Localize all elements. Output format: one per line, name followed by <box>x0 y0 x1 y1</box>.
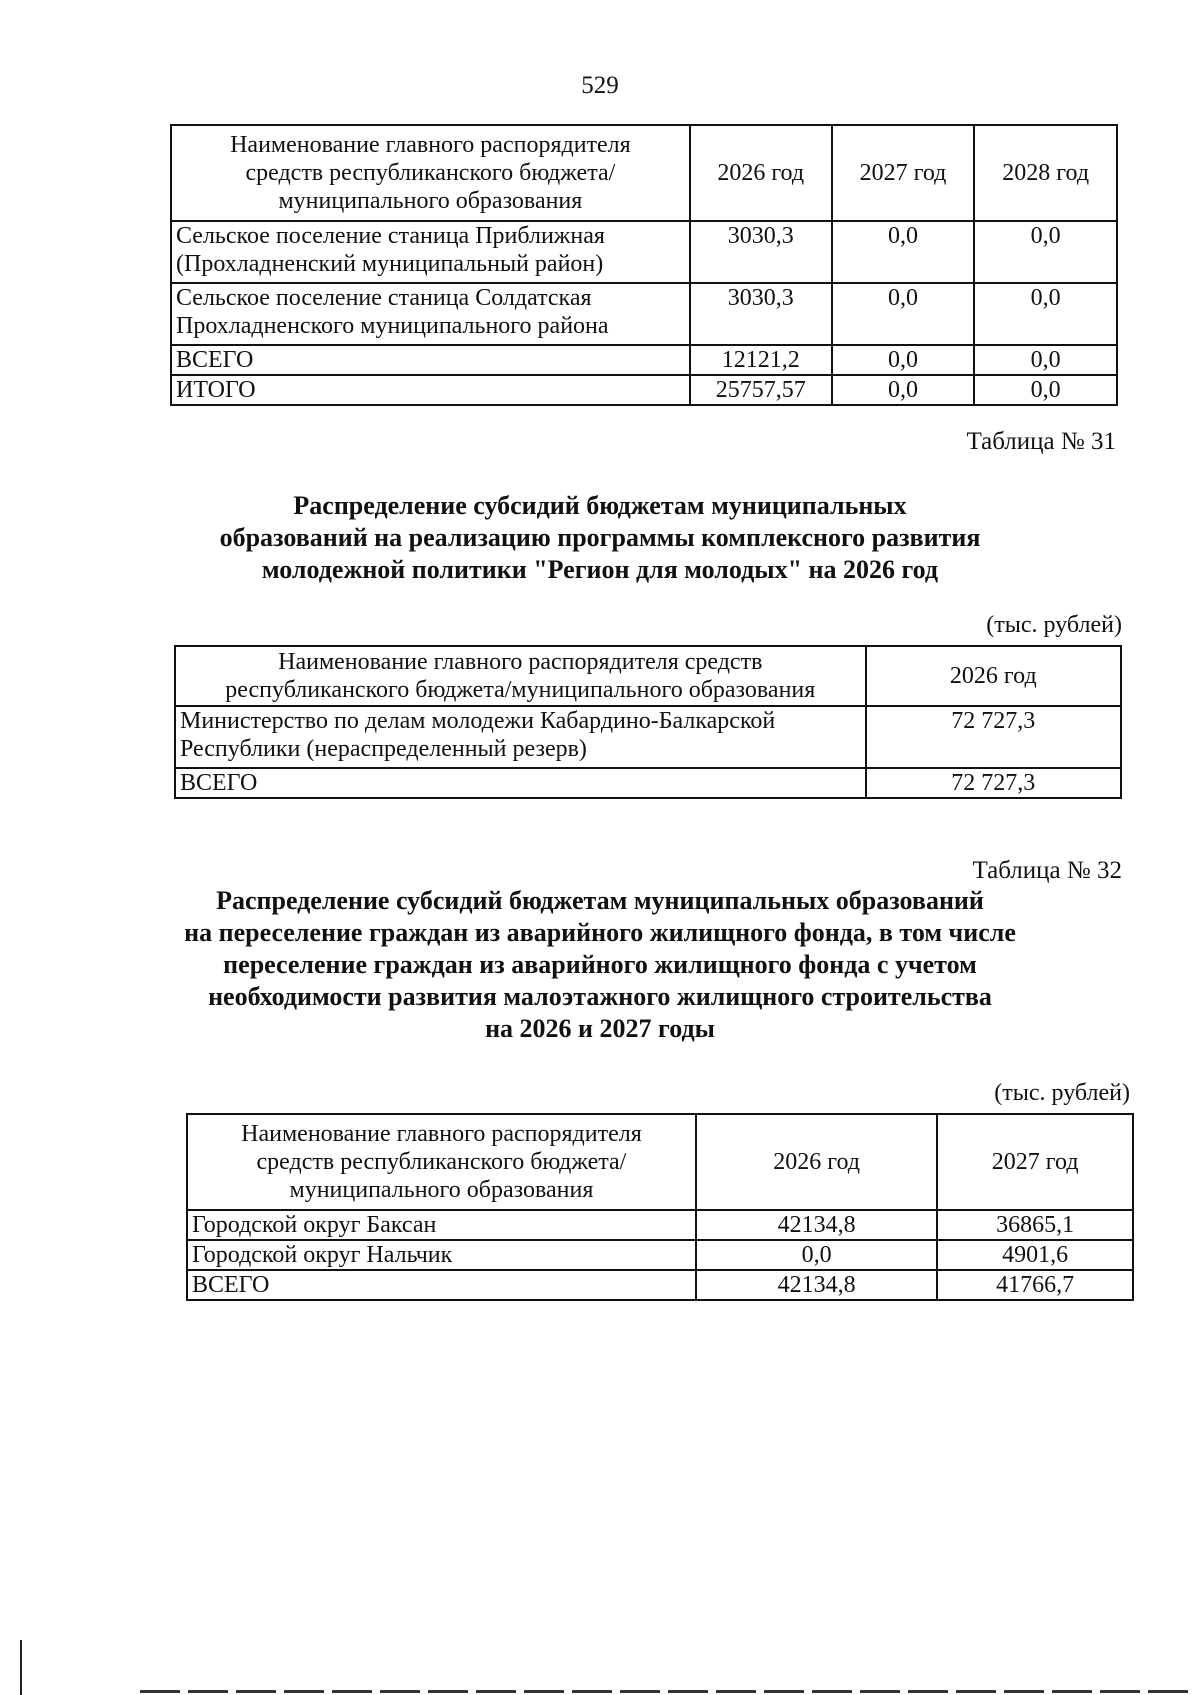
heading-line: образований на реализацию программы комплексного развития <box>219 523 981 552</box>
header-year-2026: 2026 год <box>866 646 1121 706</box>
table-row-total <box>187 1270 1133 1300</box>
table-31-heading <box>0 490 1200 586</box>
heading-line: необходимости развития малоэтажного жилищного строительства <box>208 982 992 1011</box>
header-name-cell <box>187 1114 696 1210</box>
value-2026: 3030,3 <box>690 221 832 283</box>
header-name-cell <box>171 125 690 221</box>
table-31-units: (тыс. рублей) <box>986 612 1122 638</box>
header-name-line: муниципального образования <box>278 188 583 214</box>
value-2026: 3030,3 <box>690 283 832 345</box>
header-year-2028: 2028 год <box>974 125 1117 221</box>
heading-line: молодежной политики "Регион для молодых" на 2026 год <box>261 555 939 584</box>
row-name-cell: ВСЕГО <box>171 345 690 375</box>
header-name-line: средств республиканского бюджета/ <box>245 160 616 186</box>
value-2027: 0,0 <box>832 375 975 405</box>
scan-bottom-mark <box>140 1690 1190 1693</box>
table-row-total <box>171 345 1117 375</box>
table-31-label: Таблица № 31 <box>966 428 1116 455</box>
table-32-header <box>187 1114 1133 1210</box>
row-name-line: Прохладненского муниципального района <box>176 313 609 339</box>
value-2027: 0,0 <box>832 283 975 345</box>
table-32 <box>186 1113 1134 1301</box>
row-name-cell <box>171 283 690 345</box>
table-row-grand-total <box>171 375 1117 405</box>
row-name-cell <box>171 221 690 283</box>
scan-edge-mark <box>20 1640 22 1695</box>
heading-line: Распределение субсидий бюджетам муниципальных <box>293 491 907 520</box>
header-name-line: муниципального образования <box>289 1177 594 1203</box>
value-2028: 0,0 <box>974 221 1117 283</box>
table-31 <box>174 645 1122 799</box>
table-row <box>187 1210 1133 1240</box>
header-year-2027: 2027 год <box>832 125 975 221</box>
value-2028: 0,0 <box>974 283 1117 345</box>
value-2026: 12121,2 <box>690 345 832 375</box>
row-name-cell: Городской округ Нальчик <box>187 1240 696 1270</box>
value-2026: 42134,8 <box>696 1210 937 1240</box>
header-year-2027: 2027 год <box>937 1114 1133 1210</box>
value-2027: 41766,7 <box>937 1270 1133 1300</box>
value-2028: 0,0 <box>974 375 1117 405</box>
header-name-line: Наименование главного распорядителя <box>230 132 631 158</box>
header-name-line: средств республиканского бюджета/ <box>256 1149 627 1175</box>
header-year-2026: 2026 год <box>690 125 832 221</box>
header-name-line: Наименование главного распорядителя средств <box>278 649 763 675</box>
header-year-2026: 2026 год <box>696 1114 937 1210</box>
table-row <box>175 706 1121 768</box>
row-name-line: Министерство по делам молодежи Кабардино-Балкарской <box>180 708 776 734</box>
heading-line: на 2026 и 2027 годы <box>485 1014 715 1043</box>
header-name-line: Наименование главного распорядителя <box>241 1121 642 1147</box>
table-row-total <box>175 768 1121 798</box>
value-2026: 0,0 <box>696 1240 937 1270</box>
heading-line: переселение граждан из аварийного жилищного фонда с учетом <box>223 950 977 979</box>
row-name-cell: ВСЕГО <box>187 1270 696 1300</box>
value-2028: 0,0 <box>974 345 1117 375</box>
row-name-line: (Прохладненский муниципальный район) <box>176 251 604 277</box>
header-name-line: республиканского бюджета/муниципального образования <box>225 677 816 703</box>
value-2027: 4901,6 <box>937 1240 1133 1270</box>
table-1-header <box>171 125 1117 221</box>
value-2027: 36865,1 <box>937 1210 1133 1240</box>
table-32-label: Таблица № 32 <box>972 857 1122 884</box>
value-2026: 25757,57 <box>690 375 832 405</box>
heading-line: Распределение субсидий бюджетам муниципальных образований <box>216 886 984 915</box>
value-2026: 72 727,3 <box>866 768 1121 798</box>
row-name-cell: Городской округ Баксан <box>187 1210 696 1240</box>
table-row <box>171 221 1117 283</box>
table-1 <box>170 124 1118 406</box>
table-32-heading <box>0 885 1200 1045</box>
row-name-cell: ВСЕГО <box>175 768 866 798</box>
heading-line: на переселение граждан из аварийного жилищного фонда, в том числе <box>184 918 1016 947</box>
table-row <box>171 283 1117 345</box>
header-name-cell <box>175 646 866 706</box>
value-2027: 0,0 <box>832 221 975 283</box>
page-number: 529 <box>581 72 619 99</box>
row-name-cell <box>175 706 866 768</box>
table-32-units: (тыс. рублей) <box>994 1080 1130 1106</box>
table-row <box>187 1240 1133 1270</box>
value-2026: 42134,8 <box>696 1270 937 1300</box>
row-name-cell: ИТОГО <box>171 375 690 405</box>
table-31-header <box>175 646 1121 706</box>
row-name-line: Сельское поселение станица Солдатская <box>176 285 592 311</box>
row-name-line: Сельское поселение станица Приближная <box>176 223 605 249</box>
row-name-line: Республики (нераспределенный резерв) <box>180 736 587 762</box>
value-2027: 0,0 <box>832 345 975 375</box>
value-2026: 72 727,3 <box>866 706 1121 768</box>
